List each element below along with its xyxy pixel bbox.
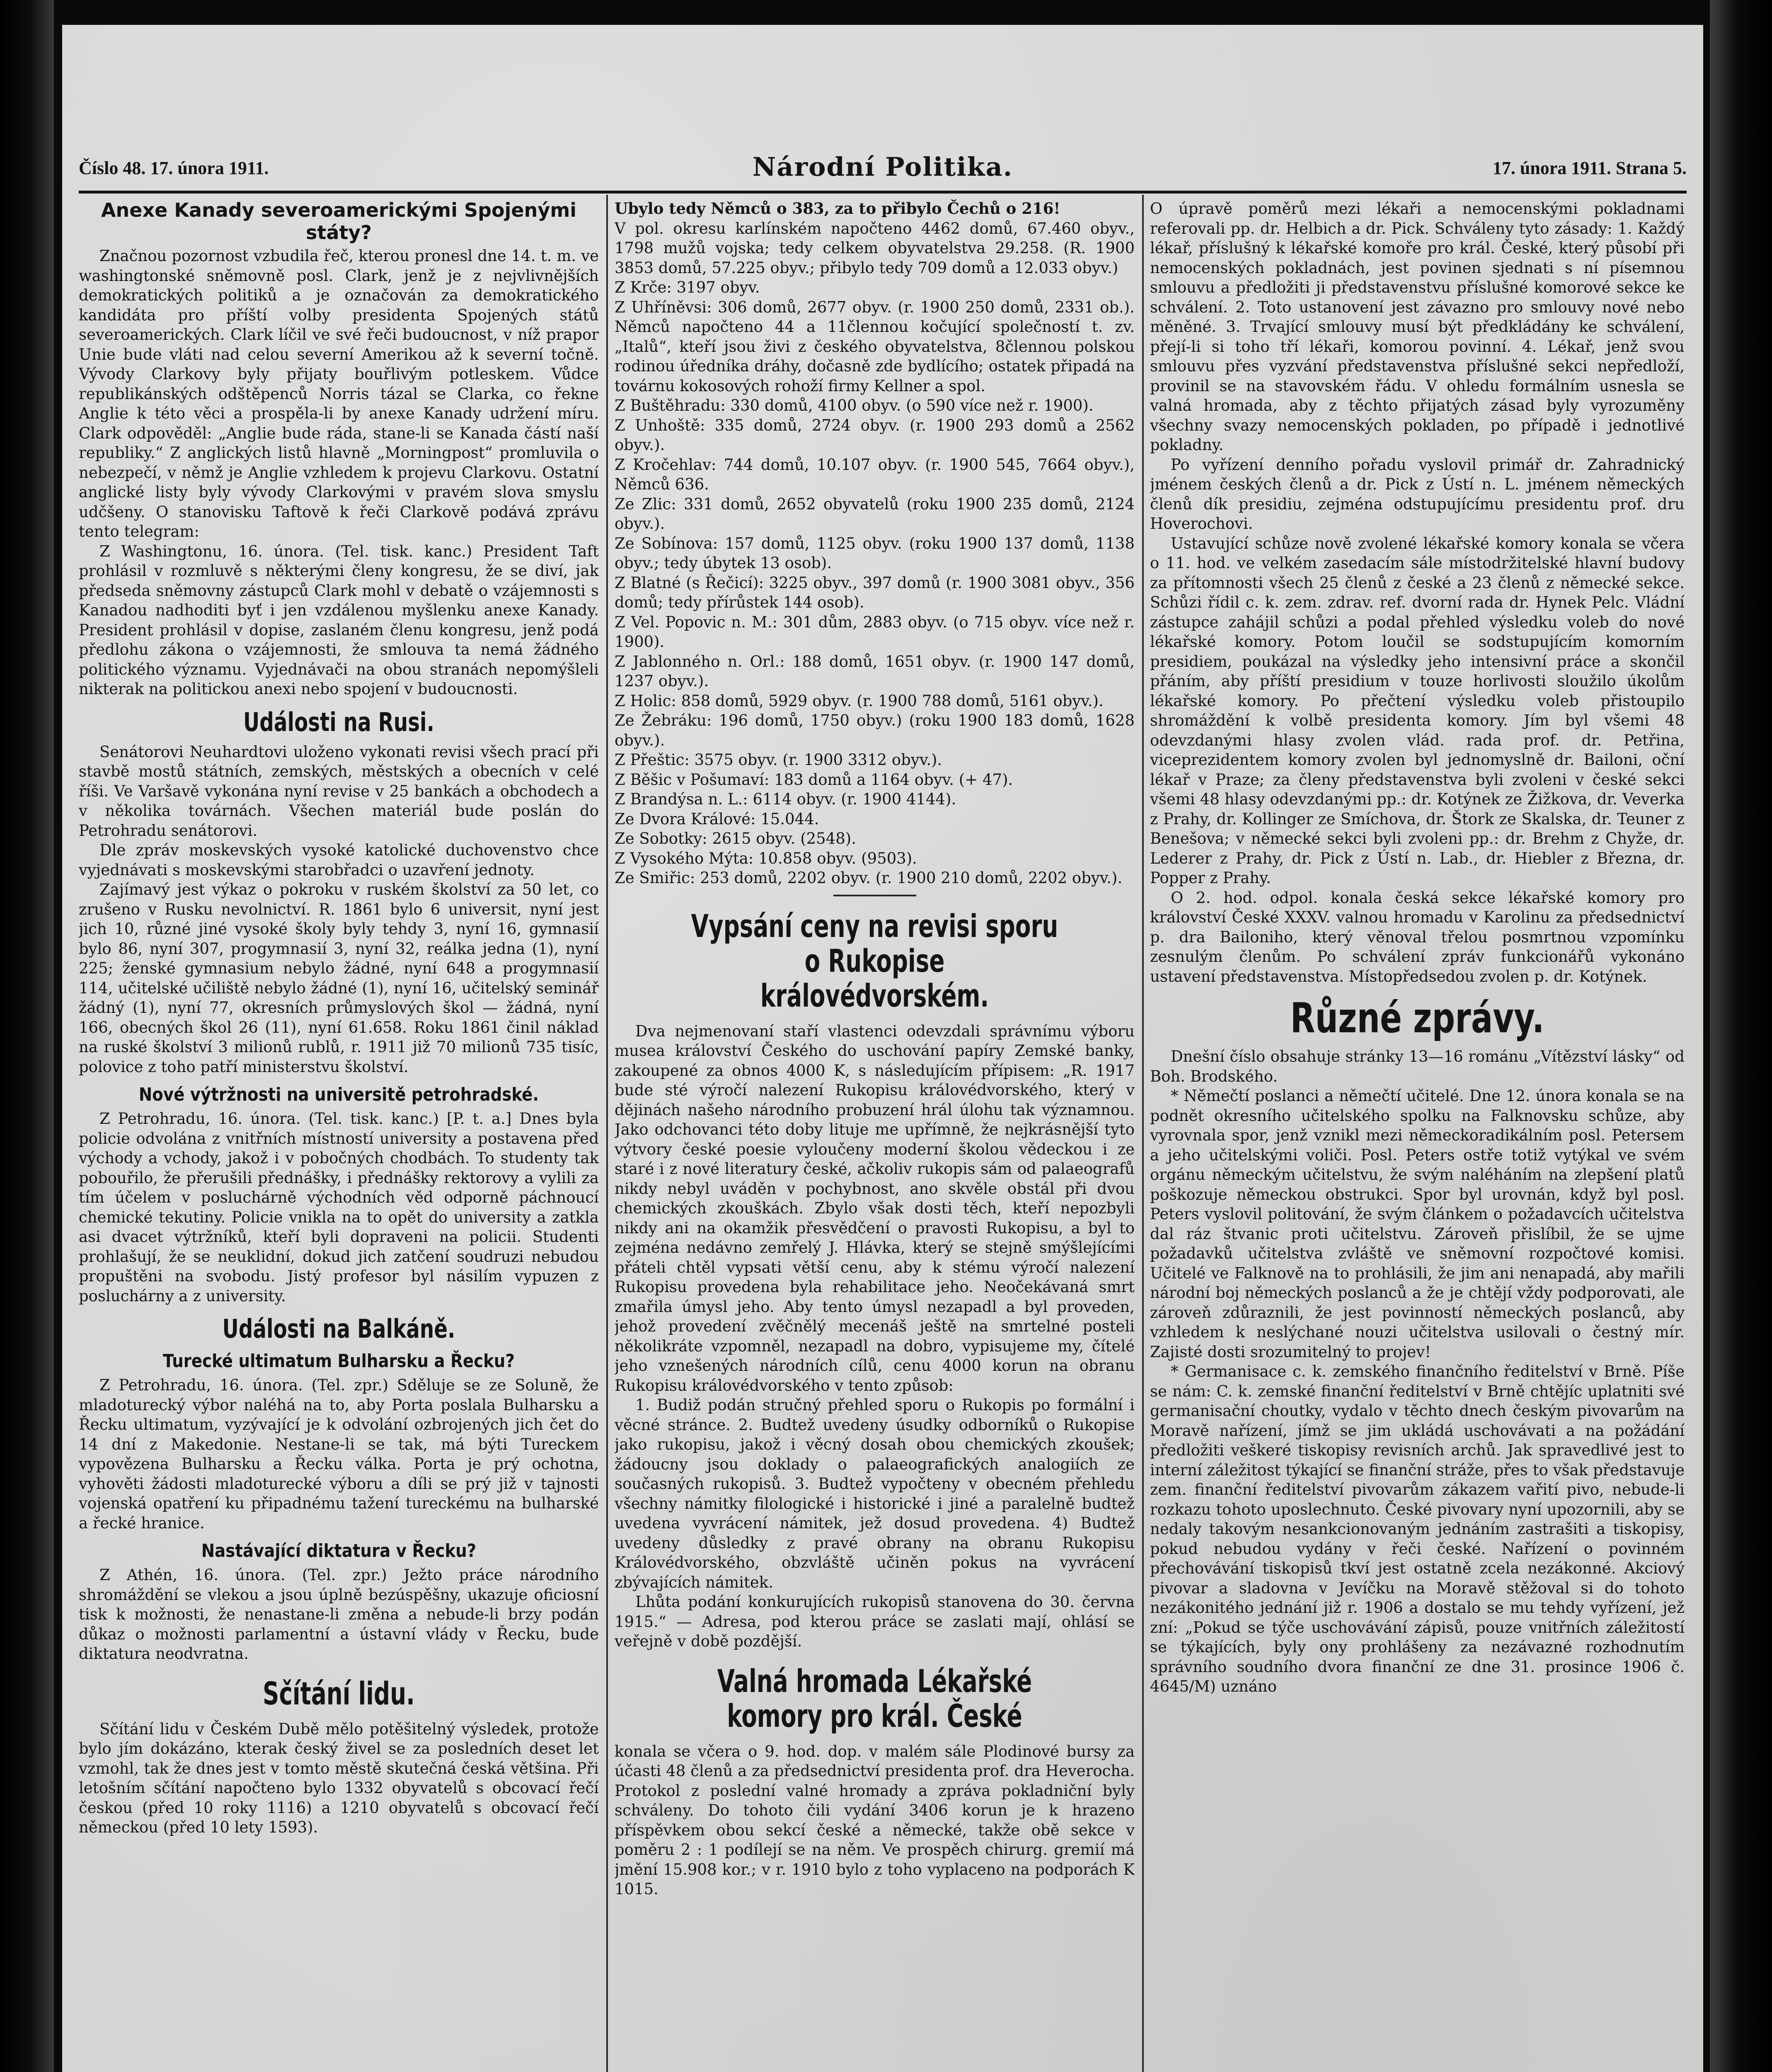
headline-balkans: Události na Balkáně. [222,1314,455,1344]
headline-canada-annexation: Anexe Kanady severoamerickými Spojenými státy? [101,199,577,244]
section-rule [833,895,916,896]
article-paragraph: Zajímavý jest výkaz o pokroku v ruském školství za 50 let, co zrušeno v Rusku nevolnictví. R. 1861 bylo 6 universit, nyní jest jich 10, různé jiné vysoké školy byly tehdy 3, nyní 16, gymnasií bylo 86, nyní 307, progymnasií 3, nyní 32, reálka jedna (1), nyní 225; ženské gymnasium nebylo žádné, nyní 648 a progymnasií 114, učitelské učiliště nebylo žádné (1), nyní 16, učitelský seminář žádný (1), nyní 77, okresních průmyslových škol — žádná, nyní 166, obecných škol 26 (11), nyní 61.658. Roku 1861 činil náklad na ruské školství 3 milionů rublů, r. 1911 již 70 milionů 735 tisíc, polovice z toho patří ministerstvu školství. [79,881,599,1076]
article-paragraph: Sčítání lidu v Českém Dubě mělo potěšitelný výsledek, protože bylo jím dokázáno, kterak český živel se za posledních deset let vzmohl, tak že dnes jest v tomto městě skutečná česká většina. Při letošním sčítání napočteno bylo 1332 obyvatelů s obcovací řečí českou (před 10 roky 1116) a 1210 obyvatelů s obcovací řečí německou (před 10 lety 1593). [79,1720,599,1836]
scan-left-edge [0,0,54,2072]
article-paragraph: Dnešní číslo obsahuje stránky 13—16 románu „Vítězství lásky“ od Boh. Brodského. [1150,1048,1685,1085]
page-date-number: 17. února 1911. Strana 5. [1492,158,1687,178]
scan-right-edge [1710,0,1772,2072]
census-entry: Z Blatné (s Řečicí): 3225 obyv., 397 domů (r. 1900 3081 obyv., 356 domů; tedy přírůstek 144 osob). [615,574,1135,611]
column-3 [1150,199,1685,2072]
headline-greek-dictatorship: Nastávající diktatura v Řecku? [201,1540,477,1561]
census-entry: V pol. okresu karlínském napočteno 4462 domů, 67.460 obyv., 1798 mužů vojska; tedy celkem obyvatelstva 29.258. (R. 1900 3853 domů, 57.225 obyv.; přibylo tedy 709 domů a 12.033 obyv.) [615,219,1135,277]
article-paragraph: O úpravě poměrů mezi lékaři a nemocenskými pokladnami referovali pp. dr. Helbich a dr. Pick. Schváleny tyto zásady: 1. Každý lékař, příslušný k lékařské komoře pro král. České, který působí při nemocenských pokladnách, jest povinen sjednati s ní písemnou smlouvu a předložiti ji představenstvu příslušné komorové sekce ke schválení. 2. Toto ustanovení jest závazno pro smlouvy nové nebo měněné. 3. Trvající smlouvy musí být předkládány ke schválení, přejí-li si toho tří lékaři, komorou povinní. 4. Lékař, jenž svou smlouvu přes vyzvání představenstva příslušné sekci nepředloží, provinil se na stavovském řádu. V ohledu formálním usnesla se valná hromada, aby z těchto přijatých zásad byly vyrozuměny všechny svazy nemocenských pokladen, po případě i jednotlivé pokladny. [1150,200,1685,454]
article-paragraph: Po vyřízení denního pořadu vyslovil primář dr. Zahradnický jménem českých členů a dr. Pick z Ústí n. L. jménem německých členů dík presidiu, zejména odstupujícímu presidentu prof. dru Hoverochovi. [1150,455,1685,533]
column-2 [615,199,1135,2072]
census-entry: Z Jablonného n. Orl.: 188 domů, 1651 obyv. (r. 1900 147 domů, 1237 obyv.). [615,652,1135,690]
article-paragraph: * Němečtí poslanci a němečtí učitelé. Dne 12. února konala se na podnět okresního učitelského spolku na Falknovsku schůze, aby vyrovnala spor, jenž vznikl mezi německoradikálním posl. Petersem a jeho učitelskými voliči. Posl. Peters ostře totiž vytýkal ve svém orgánu německým učitelstvu, že svým naléháním na zlepšení platů poškozuje německou obstrukci. Spor byl urovnán, když byl posl. Peters vyslovil politování, že svým článkem o požadavcích učitelstva dal ráz štvanic proti učitelstvu. Zároveň přislíbil, že se ujme požadavků učitelstva zvláště ve sněmovní rozpočtové komisi. Učitelé ve Falknově na to prohlásili, že jim ani nenapadá, aby mařili národní boj německých poslanců a že je chtějí vždy podporovati, ale zároveň zdůraznili, že jest povinností německých poslanců, aby vzhledem k neslýchané nouzi učitelstva usilovali o čestný mír. Zajisté dosti srozumitelný to projev! [1150,1087,1685,1361]
headline-turkish-ultimatum: Turecké ultimatum Bulharsku a Řecku? [163,1351,515,1372]
issue-number: Číslo 48. 17. února 1911. [79,158,269,178]
article-paragraph: * Germanisace c. k. zemského finančního ředitelství v Brně. Píše se nám: C. k. zemské finanční ředitelství v Brně chtějíc uplatniti své germanisační choutky, vydalo v těchto dnech českým pivovarům na Moravě nařízení, jímž se jim ukládá uschovávati a na požádání předložiti veškeré tiskopisy revisních archů. Jak spravedlivé jest to interní záležitost týkající se finanční stráže, přes to však představuje zem. finanční ředitelství pivovarům zákazem vařití pivo, nebude-li rozkazu tohoto uposlechnuto. České pivovary nyní upozornili, aby se nedaly takovým nesankcionovaným jednáním zastrašiti a tiskopisy, pokud nebudou vydány v řeči české. Nařízení o povinném přechovávání tiskopisů tkví jest ostatně zcela nezákonné. Akciový pivovar a sladovna v Jevíčku na Moravě stěžoval si do tohoto nezákonitého jednání již r. 1906 a dostalo se mu tehdy vyřízení, jež zní: „Pokud se týče uschovávání zápisů, pouze vnitřních záležitostí se týkajících, byly ony prohlášeny za nezávazné rozhodnutím správního soudního dvora finanční ze dne 31. prosince 1906 č. 4645/M) uznáno [1150,1363,1685,1695]
census-entry: Z Kročehlav: 744 domů, 10.107 obyv. (r. 1900 545, 7664 obyv.), Němců 636. [615,455,1135,493]
article-paragraph: Senátorovi Neuhardtovi uloženo vykonati revisi všech prací při stavbě mostů státních, zemských, městských a obecních v celé říši. Ve Varšavě vykonána nyní revise v 25 bankách a obchodech a v několika továrnách. Všechen materiál bude poslán do Petrohradu senátorovi. [79,743,599,840]
article-paragraph: konala se včera o 9. hod. dop. v malém sále Plodinové bursy za účasti 48 členů a za předsednictví presidenta prof. dra Heverocha. Protokol z poslední valné hromady a zpráva pokladniční byly schváleny. Do tohoto čili vydání 3406 korun je k hrazeno příspěvkem obou sekcí české a německé, takže obě sekce v poměru 2 : 1 podílejí se na něm. Ve prospěch chirurg. gremií má jmění 15.908 kor.; v r. 1910 bylo z toho vyplaceno na podporách K 1015. [615,1742,1135,1898]
census-entry: Z Přeštic: 3575 obyv. (r. 1900 3312 obyv.). [615,751,942,769]
article-paragraph: Z Petrohradu, 16. února. (Tel. zpr.) Sděluje se ze Soluně, že mladoturecký výbor naléhá na to, aby Porta poslala Bulharsku a Řecku ultimatum, vyzývající je k odvolání ozbrojených jich čet do 14 dní z Makedonie. Nestane-li se tak, má býti Tureckem vypovězena Bulharsku a Řecku válka. Porta je prý ochotna, vyhověti žádosti mladoturecké výboru a díli se prý již v tajnosti vojenská opatření ku připadnému tažení tureckému na bulharské a řecké hranice. [79,1376,599,1532]
census-entry: Ze Sobotky: 2615 obyv. (2548). [615,830,856,847]
headline-various-news: Různé zprávy. [1290,994,1544,1042]
article-paragraph: O 2. hod. odpol. konala česká sekce lékařské komory pro království České XXXV. valnou hromadu v Karolinu za předsednictví p. dra Bailoniho, který věnoval třelou posmrtnou vzpomínku zesnulým členům. Po schválení zpráv funkcionářů vykonáno ustavení představenstva. Místopředsedou zvolen p. dr. Kotýnek. [1150,888,1685,985]
article-paragraph: Z Petrohradu, 16. února. (Tel. tisk. kanc.) [P. t. a.] Dnes byla policie odvolána z vnitřních místností university a postavena před východy a vchody, jakož i v pobočných chodbách. To studenty tak pobouřilo, že přerušili přednášky, i přednášky rektorovy a vylili za tím účelem v posluchárně východních věd odporně páchnoucí chemické tekutiny. Policie vnikla na to opět do university a zatkla asi dvacet výtržníků, kteří byli dopraveni na policii. Studenti prohlašují, že se neuklidní, dokud jich zatčení soudruzi nebudou propuštěni na svobodu. Jistý profesor byl násilím vypuzen z posluchárny a z university. [79,1110,599,1305]
census-entry: Z Uhříněvsi: 306 domů, 2677 obyv. (r. 1900 250 domů, 2331 ob.). Němců napočteno 44 a 11člennou kočující společností t. zv. „Italů“, kteří jsou živi z českého obyvatelstva, 8člennou polskou rodinou úředníka dráhy, dočasně zde bydlícího; ostatek připadá na továrnu kokosových rohoží firmy Kellner a spol. [615,298,1135,395]
article-paragraph: Lhůta podání konkurujících rukopisů stanovena do 30. června 1915.“ — Adresa, pod kterou práce se zaslati mají, ohlásí se veřejně v době pozdější. [615,1593,1135,1650]
article-paragraph: Značnou pozornost vzbudila řeč, kterou pronesl dne 14. t. m. ve washingtonské sněmovně posl. Clark, jenž je z nejvlivnějších demokratických politiků a je označován za demokratického kandidáta pro příští volby presidenta Spojených států severoamerických. Clark líčil ve své řeči budoucnost, v níž prapor Unie bude vláti nad celou severní Amerikou až k severní točně. Vývody Clarkovy byly přijaty bouřlivým potleskem. Vůdce republikánských odštěpenců Norris tázal se Clarka, co řekne Anglie k této věci a prospěla-li by anexe Kanady udržení míru. Clark odpověděl: „Anglie bude ráda, stane-li se Kanada částí naší republiky.“ Z anglických listů hlavně „Morningpost“ promluvila o nebezpečí, v němž je Anglie vzhledem k projevu Clarkovu. Ostatní anglické listy byly vývody Clarkovými v pravém slova smyslu udčšeny. O stanovisku Taftově k řeči Clarkově podává zprávu tento telegram: [79,247,599,540]
census-entry: Z Brandýsa n. L.: 6114 obyv. (r. 1900 4144). [615,790,956,808]
census-entry: Ze Sobínova: 157 domů, 1125 obyv. (roku 1900 137 domů, 1138 obyv.; tedy úbytek 13 osob). [615,534,1135,572]
article-paragraph: 1. Budiž podán stručný přehled sporu o Rukopis po formální i věcné stránce. 2. Budtež uvedeny úsudky odborníků o Rukopise jako rukopisu, jakož i věcný dosah obou chemických zkoušek; žádoucny jsou doklady o palaeografických analogiích ze současných rukopisů. 3. Budtež vypočteny v obecném přehledu všechny námitky filologické i historické i jiné a paralelně budtež uvedena vyvrácení námitek, jež dosud provedena. 4) Budtež uvedeny důsledky z pravé obrany na obranu Rukopisu Královédvorského, obzvláště učiněn pokus na vyvrácení zbývajících námitek. [615,1396,1135,1591]
headline-medical-chamber: Valná hromada Lékařské komory pro král. České [717,1662,1032,1734]
newspaper-page [62,25,1703,2072]
article-paragraph: Ustavující schůze nově zvolené lékařské komory konala se včera o 11. hod. ve velkém zasedacím sále místodržitelské hlavní budovy za přítomnosti všech 25 členů z české a 23 členů z německé sekce. Schůzi řídil c. k. zem. zdrav. ref. dvorní rada dr. Hynek Pelc. Vládní zástupce zahájil schůzi a podal přehled výsledku voleb do nové lékařské komory. Potom loučil se sodstupujícím komorním presidiem, poukázal na výsledky jeho intensivní práce a skončil přáním, aby příští presidium v touze horlivosti sloužilo úkolům lékařské komory. Po přečtení výsledku voleb přistoupilo shromáždění k volbě presidenta komory. Jím byl všemi 48 odevzdanými hlasy zvolen vlád. rada prof. dr. Petřina, viceprezidentem komory zvolen byl jednomyslně dr. Bailoni, oční lékař v Praze; za členy představenstva byli zvoleni v české sekci všemi 48 hlasy odevzdanými pp.: dr. Kotýnek ze Žižkova, dr. Veverka z Prahy, dr. Kollinger ze Smíchova, dr. Štork ze Skalska, dr. Teuner z Benešova; v německé sekci byli zvoleni pp.: dr. Brehm z Chyže, dr. Lederer z Prahy, dr. Pick z Ústí n. Lab., dr. Hiebler z Března, dr. Popper z Prahy. [1150,534,1685,887]
census-entry: Ze Smiřic: 253 domů, 2202 obyv. (r. 1900 210 domů, 2202 obyv.). [615,869,1123,887]
article-paragraph: Z Washingtonu, 16. února. (Tel. tisk. kanc.) President Taft prohlásil v rozmluvě s některými členy kongresu, že se diví, jak předseda sněmovny zástupců Clark mohl v debatě o vzájemnosti s Kanadou nadhoditi byť i jen vzdálenou myšlenku anexe Kanady. President prohlásil v dopise, zaslaném členu kongresu, jenž podá předlohu zákona o vzájemnosti, že smlouva ta nemá žádného politického významu. Vyjednávači na obou stranách nepomýšleli nikterak na politickou anexi nebo spojení v budoucnosti. [79,542,599,698]
article-paragraph: Dva nejmenovaní staří vlastenci odevzdali správnímu výboru musea království Českého do uschování papíry Zemské banky, zakoupené za obnos 4000 K, s následujícím přípisem: „R. 1917 bude sté výročí nalezení Rukopisu královédvorského, který v dějinách našeho národního probuzení hrál úlohu tak významnou. Jako odchovanci této doby lituje me upřímně, že nejkrásnější tyto výtvory české poesie vyloučeny moderní školou vědeckou i ze staré i z nové literatury české, ačkoliv rukopis sám od palaeografů nikdy nebyl uváděn v pochybnost, ano skvěle obstál při dvou chemických zkouškách. Zbylo však dosti těch, kteří nepozbyli nikdy ani na okamžik přesvědčení o pravosti Rukopisu, a byl to zejména nedávno zemřelý J. Hlávka, který se stejně smýšlejícími přáteli chtěl vypsati větší cenu, aby k stému výročí nalezení Rukopisu provedena byla rehabilitace jeho. Neočekávaná smrt zmařila úmysl jeho. Aby tento úmysl nezapadl a byl proveden, jehož provedení zvěčnělý mecenáš ještě na smrtelné posteli několikráte vzpomněl, nezapadl na dobro, vypisujeme my, čítelé jeho vznešených národních cílů, cenu 4000 korun na obranu Rukopisu královédvorského v tento způsob: [615,1022,1135,1394]
census-entry: Ze Dvora Králové: 15.044. [615,810,819,828]
census-entry: Z Vel. Popovic n. M.: 301 dům, 2883 obyv. (o 715 obyv. více než r. 1900). [615,613,1135,651]
census-entry: Z Holic: 858 domů, 5929 obyv. (r. 1900 788 domů, 5161 obyv.). [615,692,1104,710]
headline-manuscript-prize: Vypsání ceny na revisi sporu o Rukopise královédvorském. [691,907,1058,1014]
census-entry: Ze Žebráku: 196 domů, 1750 obyv.) (roku 1900 183 domů, 1628 obyv.). [615,712,1135,749]
census-entry: Z Buštěhradu: 330 domů, 4100 obyv. (o 590 více než r. 1900). [615,397,1094,414]
census-entry: Z Krče: 3197 obyv. [615,278,760,296]
masthead-rule [79,191,1687,194]
headline-russia: Události na Rusi. [243,707,434,737]
article-paragraph: Dle zpráv moskevských vysoké katolické duchovenstvo chce vyjednávati s moskevskými starobřadci o uzavření jednoty. [79,841,599,879]
column-divider [606,195,608,2072]
census-entry: Z Běšic v Pošumaví: 183 domů a 1164 obyv. (+ 47). [615,770,1013,789]
headline-petersburg-university: Nové výtržnosti na universitě petrohradské. [138,1084,539,1105]
newspaper-title: Národní Politika. [752,152,1013,182]
headline-census: Sčítání lidu. [263,1675,415,1712]
column-1 [79,199,599,2072]
column-divider [1142,195,1144,2072]
census-entry: Ze Zlic: 331 domů, 2652 obyvatelů (roku 1900 235 domů, 2124 obyv.). [615,495,1135,533]
masthead [79,141,1687,186]
article-paragraph: Z Athén, 16. února. (Tel. zpr.) Ježto práce národního shromáždění se vlekou a jsou úplně bezúspěšny, ukazuje oficiosní tisk k možnosti, že nenastane-li změna a nebude-li brzy podán důkaz o možnosti parlamentní a ústavní vlády v Řecku, bude diktatura neodvratna. [79,1566,599,1663]
census-entry: Z Unhoště: 335 domů, 2724 obyv. (r. 1900 293 domů a 2562 obyv.). [615,416,1135,454]
census-summary: Ubylo tedy Němců o 383, za to přibylo Čechů o 216! [615,199,1060,218]
census-entry: Z Vysokého Mýta: 10.858 obyv. (9503). [615,849,917,867]
